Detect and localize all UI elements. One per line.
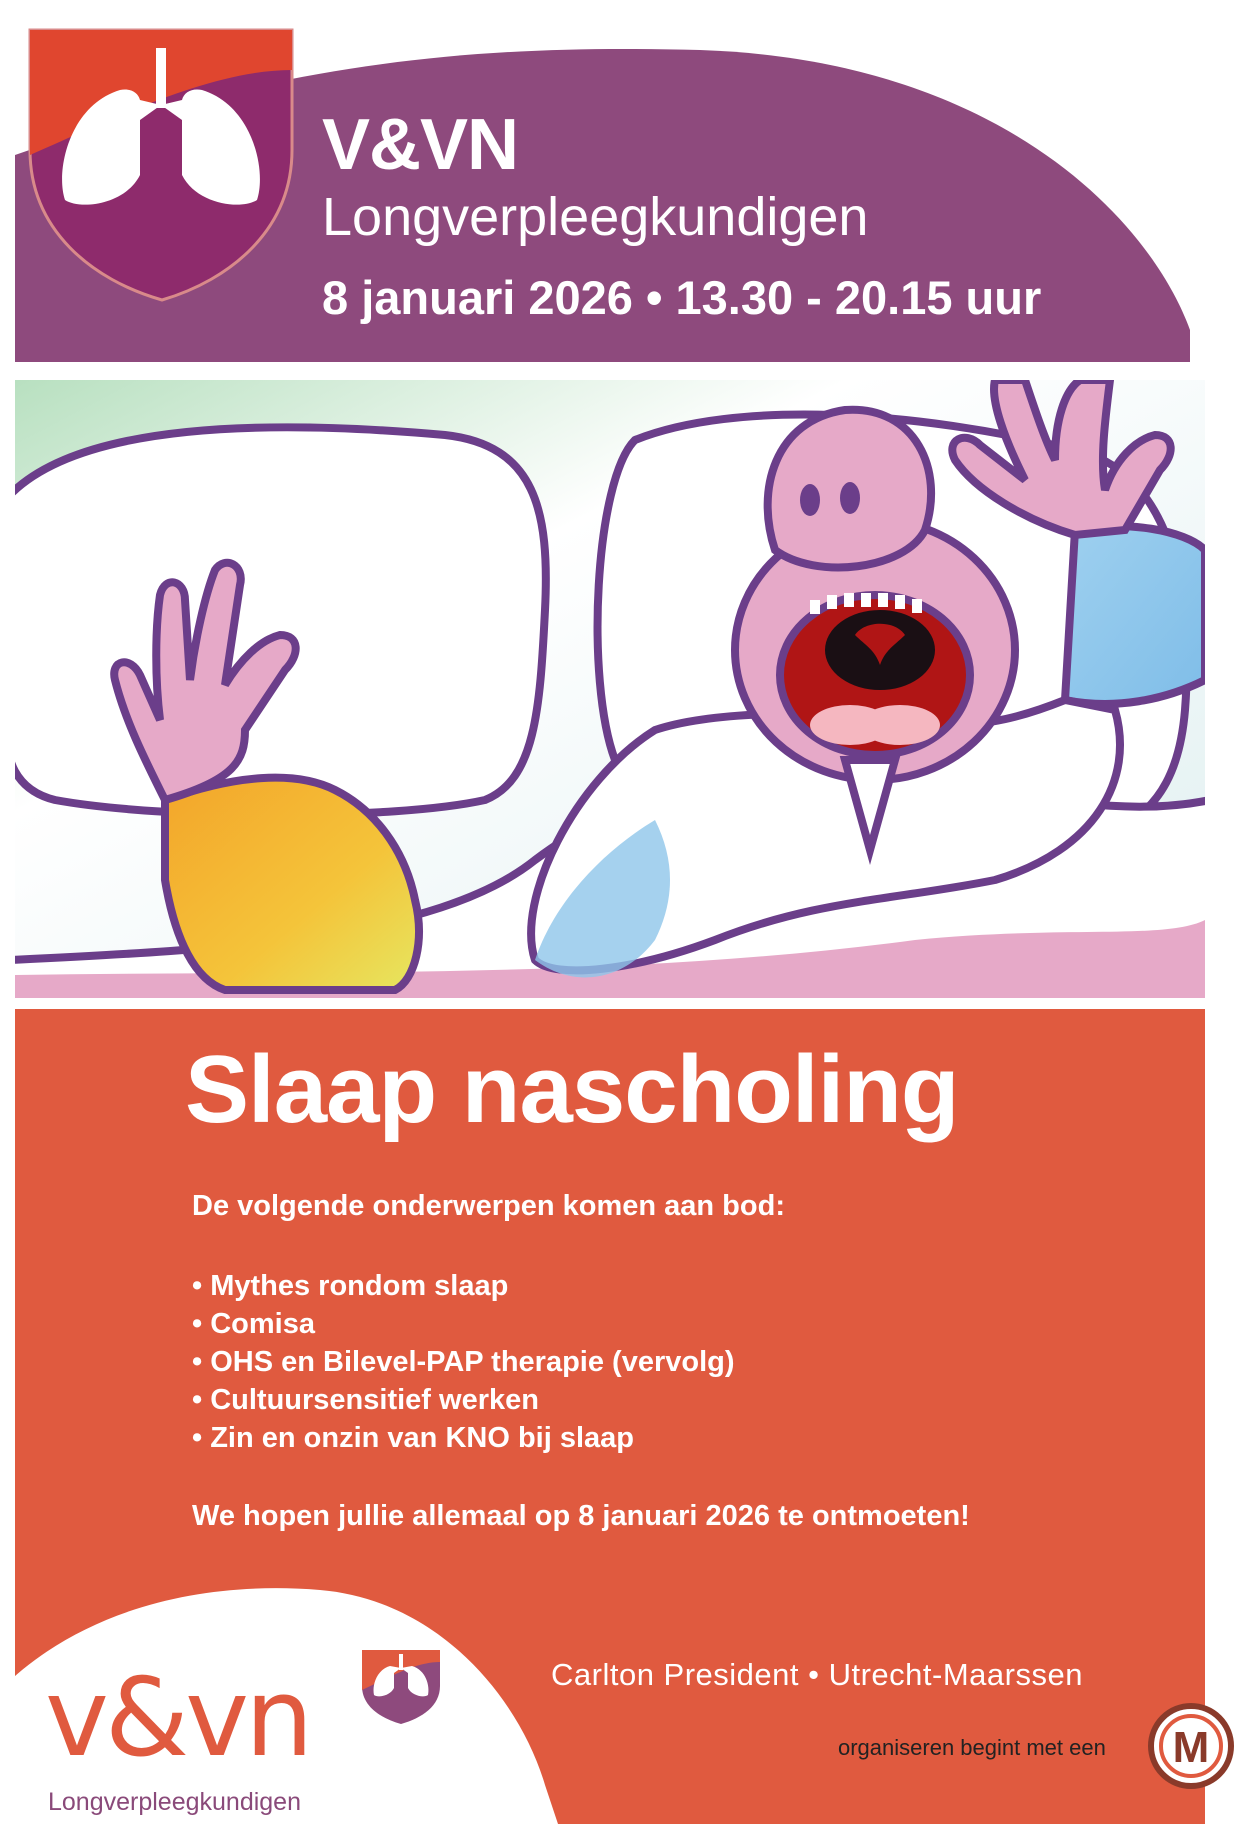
m-logo-letter: M [1172, 1723, 1210, 1772]
vvn-logo [45, 1656, 310, 1781]
topics-list [192, 1267, 735, 1457]
course-title: Slaap nascholing [185, 1036, 959, 1143]
event-datetime: 8 januari 2026 • 13.30 - 20.15 uur [322, 271, 1042, 324]
vvn-logo-text: v&vn [45, 1656, 310, 1781]
sleeping-person-illustration [15, 380, 1205, 998]
topics-intro: De volgende onderwerpen komen aan bod: [192, 1190, 785, 1222]
footer-sublabel: Longverpleegkundigen [48, 1788, 301, 1816]
topic-item: • Comisa [192, 1308, 315, 1340]
topic-item: • Zin en onzin van KNO bij slaap [192, 1422, 634, 1454]
small-lungs-shield-icon [360, 1648, 442, 1726]
m-circle-logo-icon [1146, 1700, 1236, 1792]
topic-item: • Cultuursensitief werken [192, 1384, 539, 1416]
org-title: V&VN [322, 105, 519, 185]
tagline: organiseren begint met een [838, 1735, 1106, 1760]
venue: Carlton President • Utrecht-Maarssen [551, 1657, 1083, 1692]
closing-line: We hopen jullie allemaal op 8 januari 2026 te ontmoeten! [192, 1500, 970, 1532]
org-subtitle: Longverpleegkundigen [322, 187, 869, 247]
topic-item: • Mythes rondom slaap [192, 1270, 509, 1302]
topic-item: • OHS en Bilevel-PAP therapie (vervolg) [192, 1346, 735, 1378]
